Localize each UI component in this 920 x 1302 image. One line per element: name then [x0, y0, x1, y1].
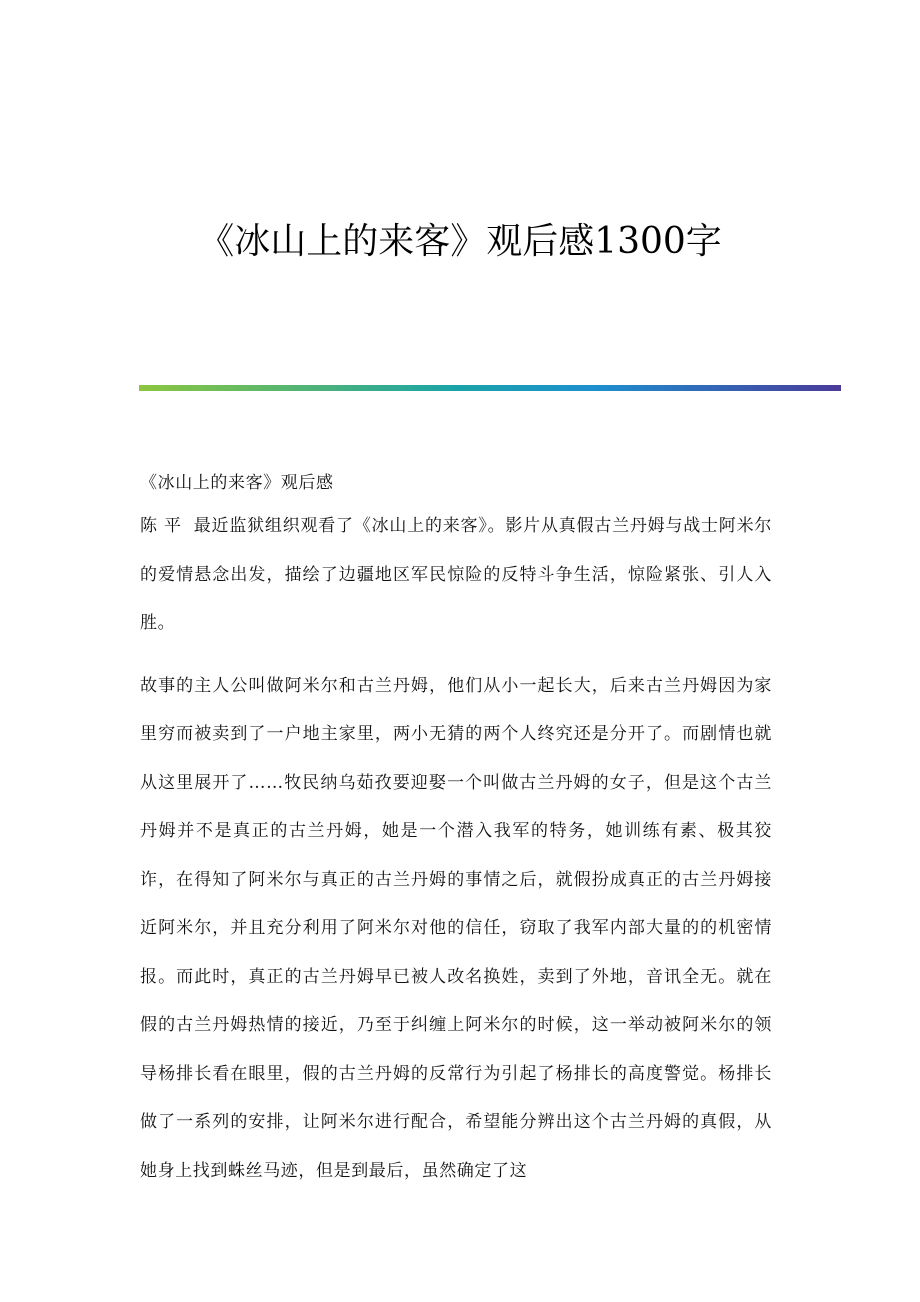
author-name: 陈 平: [140, 516, 182, 536]
paragraph-1-text: 最近监狱组织观看了《冰山上的来客》。影片从真假古兰丹姆与战士阿米尔的爱情悬念出发，描绘了边疆地区军民惊险的反特斗争生活，惊险紧张、引人入胜。: [140, 516, 772, 633]
article-subtitle: 《冰山上的来客》观后感: [140, 473, 334, 493]
title-divider: [139, 385, 841, 391]
document-body: [140, 464, 772, 1195]
document-title: 《冰山上的来客》观后感1300字: [198, 221, 722, 262]
paragraph-2: 故事的主人公叫做阿米尔和古兰丹姆，他们从小一起长大，后来古兰丹姆因为家里穷而被卖到了一户地主家里，两小无猜的两个人终究还是分开了。而剧情也就从这里展开了……牧民纳乌茹孜要迎娶一个叫做古兰丹姆的女子，但是这个古兰丹姆并不是真正的古兰丹姆，她是一个潜入我军的特务，她训练有素、极其狡诈，在得知了阿米尔与真正的古兰丹姆的事情之后，就假扮成真正的古兰丹姆接近阿米尔，并且充分利用了阿米尔对他的信任，窃取了我军内部大量的的机密情报。而此时，真正的古兰丹姆早已被人改名换姓，卖到了外地，音讯全无。就在假的古兰丹姆热情的接近，乃至于纠缠上阿米尔的时候，这一举动被阿米尔的领导杨排长看在眼里，假的古兰丹姆的反常行为引起了杨排长的高度警觉。杨排长做了一系列的安排，让阿米尔进行配合，希望能分辨出这个古兰丹姆的真假，从她身上找到蛛丝马迹，但是到最后，虽然确定了这: [140, 675, 772, 1181]
paragraph-1: [140, 502, 772, 648]
